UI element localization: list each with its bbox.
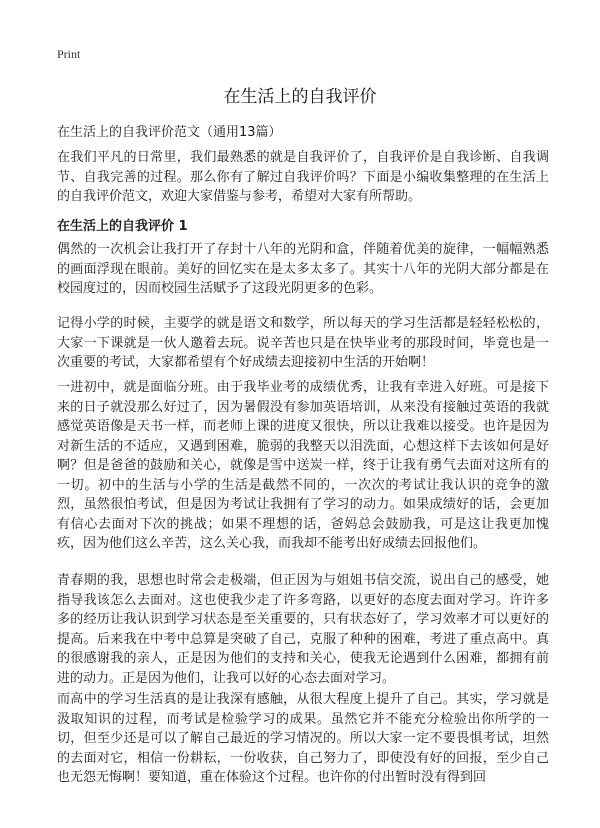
section-heading: 在生活上的自我评价 1 <box>57 219 188 234</box>
body-paragraph: 一进初中，就是面临分班。由于我毕业考的成绩优秀，让我有幸进入好班。可是接下来的日子就没那么好过了，因为暑假没有参加英语培训，从来没有接触过英语的我就感觉英语像是天书一样，而老师上课的进度又很快，所以让我难以接受。也许是因为对新生活的不适应，又遇到困难，脆弱的我整天以泪洗面，心想这样下去该如何是好啊？但是爸爸的鼓励和关心，就像是雪中送炭一样，终于让我有勇气去面对这所有的一切。初中的生活与小学的生活是截然不同的，一次次的考试让我认识的竞争的激烈，虽然很怕考试，但是因为考试让我拥有了学习的动力。如果成绩好的话，会更加有信心去面对下次的挑战；如果不理想的话，爸妈总会鼓励我，可是这让我更加愧疚，因为他们这么辛苦，这么关心我，而我却不能考出好成绩去回报他们。 <box>57 380 549 551</box>
body-paragraph: 偶然的一次机会让我打开了存封十八年的光阴和盒，伴随着优美的旋律，一幅幅熟悉的画面浮现在眼前。美好的回忆实在是太多太多了。其实十八年的光阴大部分都是在校园度过的，因而校园生活赋予了这段光阴更多的色彩。 <box>57 242 549 296</box>
body-paragraph: 而高中的学习生活真的是让我深有感触，从很大程度上提升了自己。其实，学习就是汲取知识的过程，而考试是检验学习的成果。虽然它并不能充分检验出你所学的一切，但至少还是可以了解自己最近的学习情况的。所以大家一定不要畏惧考试，坦然的去面对它，相信一份耕耘，一份收获，自己努力了，即使没有好的回报，至少自己也无怨无悔啊！要知道，重在体验这个过程。也许你的付出暂时没有得到回 <box>57 692 549 785</box>
document-title: 在生活上的自我评价 <box>223 87 377 107</box>
body-paragraph: 记得小学的时候，主要学的就是语文和数学，所以每天的学习生活都是轻轻松松的，大家一下课就是一伙人邀着去玩。说辛苦也只是在快毕业考的那段时间，毕竟也是一次重要的考试，大家都希望有个好成绩去迎接初中生活的开始啊！ <box>57 316 549 370</box>
document-subtitle: 在生活上的自我评价范文（通用13篇） <box>57 125 282 140</box>
print-link[interactable]: Print <box>57 47 81 61</box>
body-paragraph: 青春期的我，思想也时常会走极端，但正因为与姐姐书信交流，说出自己的感受，她指导我该怎么去面对。这也使我少走了许多弯路，以更好的态度去面对学习。许许多多的经历让我认识到学习状态是至关重要的，只有状态好了，学习效率才可以更好的提高。后来我在中考中总算是突破了自己，克服了种种的困难，考进了重点高中。真的很感谢我的亲人，正是因为他们的支持和关心，使我无论遇到什么困难，都拥有前进的动力。正是因为他们，让我可以好的心态去面对学习。 <box>57 573 549 686</box>
intro-paragraph: 在我们平凡的日常里，我们最熟悉的就是自我评价了，自我评价是自我诊断、自我调节、自我完善的过程。那么你有了解过自我评价吗？下面是小编收集整理的在生活上的自我评价范文，欢迎大家借鉴与参考，希望对大家有所帮助。 <box>57 150 549 204</box>
